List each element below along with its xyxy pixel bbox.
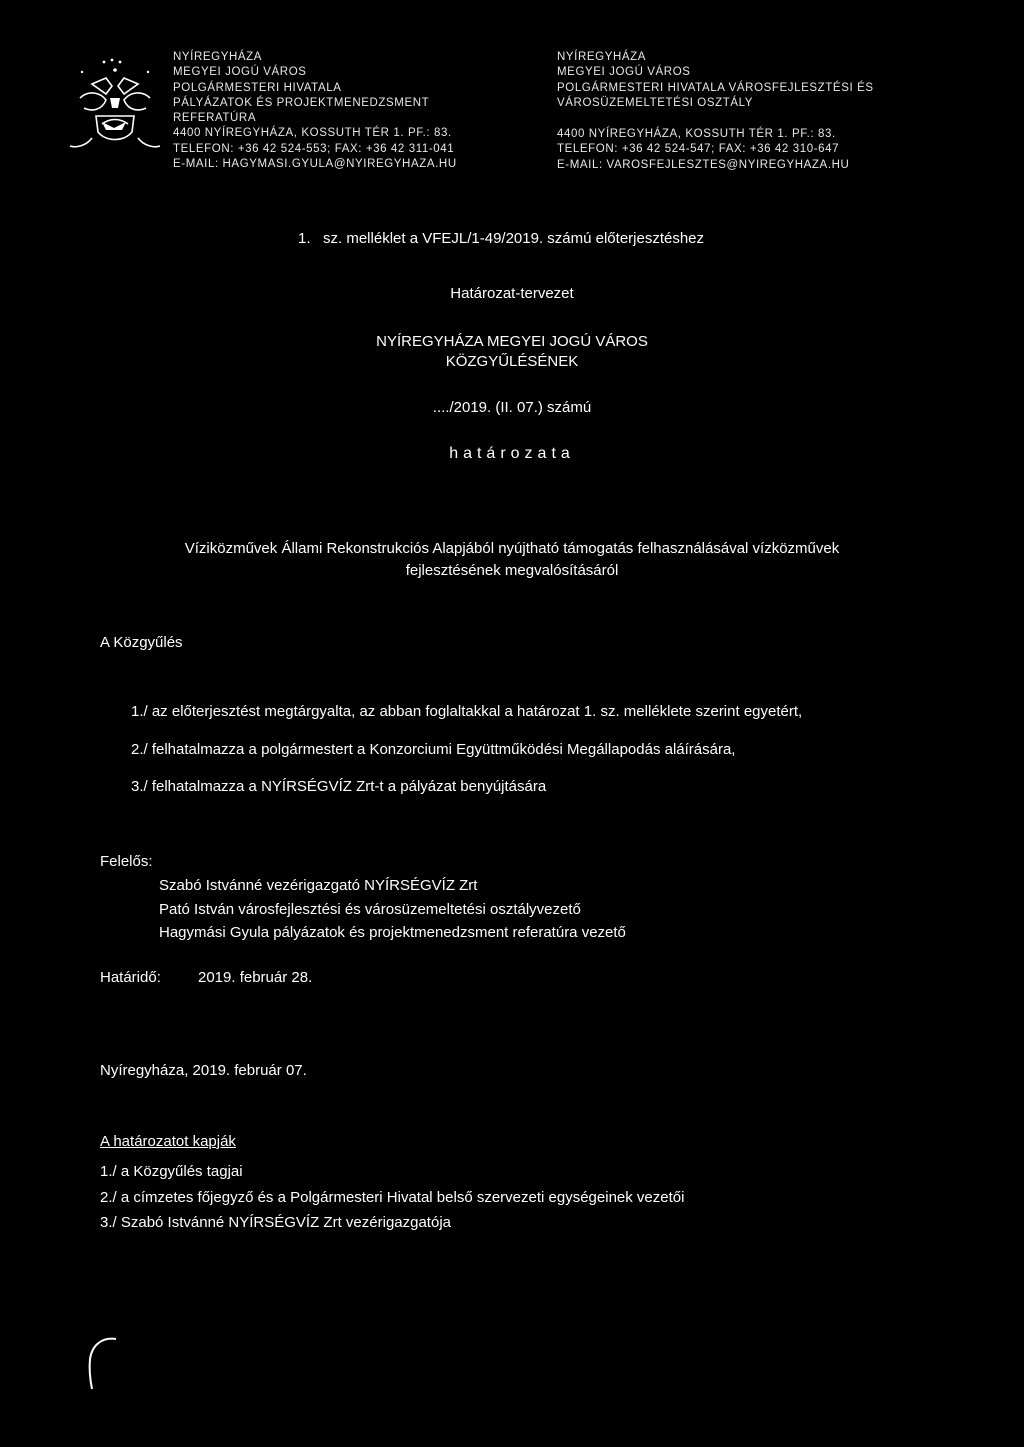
body-name: NYÍREGYHÁZA MEGYEI JOGÚ VÁROS [376, 333, 648, 350]
letterhead-email: E-MAIL: VAROSFEJLESZTES@NYIREGYHAZA.HU [557, 158, 850, 171]
resolution-number: ..../2019. (II. 07.) számú [432, 399, 592, 416]
place-and-date: Nyíregyháza, 2019. február 07. [100, 1062, 307, 1079]
letterhead-department: PÁLYÁZATOK ÉS PROJEKTMENEDZSMENT [173, 96, 430, 109]
coat-of-arms-icon [62, 54, 168, 160]
sender-letterhead-right [557, 50, 874, 173]
resolution-heading: határozata [449, 445, 575, 462]
letterhead-phone: TELEFON: +36 42 524-553; FAX: +36 42 311-041 [173, 142, 455, 155]
responsible-label: Felelős: [100, 853, 153, 870]
recipient-item: 1./ a Közgyűlés tagjai [100, 1163, 243, 1180]
sender-letterhead-left [173, 50, 457, 172]
recipient-item: 3./ Szabó Istvánné NYÍRSÉGVÍZ Zrt vezérigazgatója [100, 1214, 451, 1231]
resolution-point: 3./ felhatalmazza a NYÍRSÉGVÍZ Zrt-t a pályázat benyújtására [131, 778, 547, 795]
letterhead-office: POLGÁRMESTERI HIVATALA [173, 81, 342, 94]
responsible-person: Szabó Istvánné vezérigazgató NYÍRSÉGVÍZ Zrt [159, 877, 478, 894]
letterhead-address: 4400 NYÍREGYHÁZA, KOSSUTH TÉR 1. PF.: 83. [173, 127, 452, 140]
letterhead-department: VÁROSÜZEMELTETÉSI OSZTÁLY [557, 96, 754, 109]
letterhead-address: 4400 NYÍREGYHÁZA, KOSSUTH TÉR 1. PF.: 83. [557, 128, 836, 141]
resolution-point: 2./ felhatalmazza a polgármestert a Konzorciumi Együttműködési Megállapodás aláírására, [131, 741, 736, 758]
page-corner-mark-icon [84, 1335, 124, 1395]
letterhead-city: NYÍREGYHÁZA [557, 51, 647, 63]
recipient-item: 2./ a címzetes főjegyző és a Polgármesteri Hivatal belső szervezeti egységeinek vezetői [100, 1189, 685, 1206]
letterhead-email: E-MAIL: HAGYMASI.GYULA@NYIREGYHAZA.HU [173, 158, 457, 171]
deadline-value: 2019. február 28. [198, 969, 313, 986]
annex-reference: 1. sz. melléklet a VFEJL/1-49/2019. számú előterjesztéshez [298, 230, 705, 247]
letterhead-city: NYÍREGYHÁZA [173, 51, 263, 63]
letterhead-city-status: MEGYEI JOGÚ VÁROS [557, 66, 691, 79]
responsible-person: Hagymási Gyula pályázatok és projektmenedzsment referatúra vezető [159, 924, 626, 941]
letterhead-office: POLGÁRMESTERI HIVATALA VÁROSFEJLESZTÉSI ÉS [557, 81, 874, 94]
responsible-person: Pató István városfejlesztési és városüzemeltetési osztályvezető [159, 901, 581, 918]
letterhead-city-status: MEGYEI JOGÚ VÁROS [173, 66, 307, 79]
assembly-label: A Közgyűlés [100, 634, 183, 651]
body-name-genitive: KÖZGYŰLÉSÉNEK [445, 353, 579, 370]
recipients-heading: A határozatot kapják [100, 1133, 236, 1150]
letterhead-phone: TELEFON: +36 42 524-547; FAX: +36 42 310-647 [557, 143, 840, 156]
document-type: Határozat-tervezet [450, 285, 574, 302]
subject-line-1: Víziközművek Állami Rekonstrukciós Alapjából nyújtható támogatás felhasználásával vízközművek [184, 540, 840, 557]
letterhead-department-type: REFERATÚRA [173, 112, 257, 125]
subject-line-2: fejlesztésének megvalósításáról [405, 562, 619, 579]
deadline-label: Határidő: [100, 969, 161, 986]
resolution-point: 1./ az előterjesztést megtárgyalta, az abban foglaltakkal a határozat 1. sz. melléklete szerint egyetért, [131, 703, 803, 720]
